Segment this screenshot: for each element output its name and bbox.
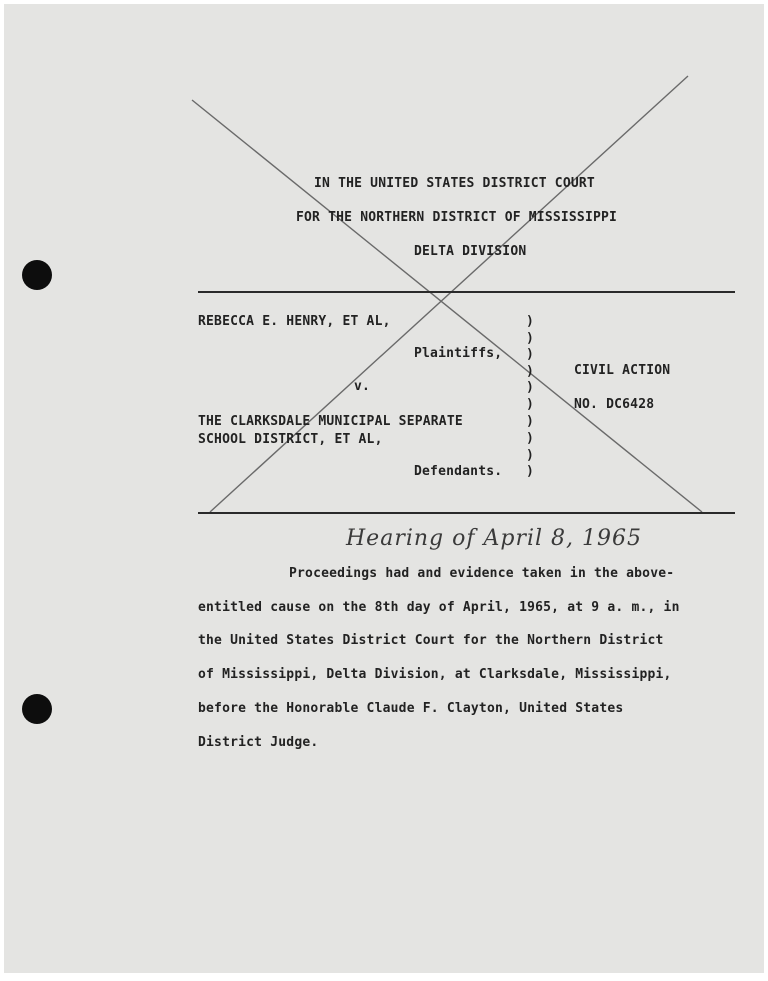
plaintiff-name: REBECCA E. HENRY, ET AL, [198, 314, 391, 329]
punch-hole-bottom [22, 694, 52, 724]
caption-paren: ) [526, 331, 534, 346]
body-line: Proceedings had and evidence taken in the above- [289, 566, 675, 581]
caption-paren: ) [526, 414, 534, 429]
caption-paren: ) [526, 347, 534, 362]
defendants-label: Defendants. [414, 464, 503, 479]
handwritten-annotation: Hearing of April 8, 1965 [346, 526, 643, 551]
body-line: before the Honorable Claude F. Clayton, United States [198, 701, 624, 716]
caption-top-rule [198, 291, 735, 293]
punch-hole-top [22, 260, 52, 290]
body-line: entitled cause on the 8th day of April, 1965, at 9 a. m., in [198, 600, 680, 615]
caption-paren: ) [526, 380, 534, 395]
caption-paren: ) [526, 364, 534, 379]
caption-paren: ) [526, 464, 534, 479]
document-page [4, 4, 764, 973]
caption-paren: ) [526, 448, 534, 463]
court-name-line-1: IN THE UNITED STATES DISTRICT COURT [314, 176, 595, 191]
case-number: NO. DC6428 [574, 397, 655, 412]
caption-bottom-rule [198, 512, 735, 514]
civil-action-label: CIVIL ACTION [574, 363, 671, 378]
defendant-name-line-2: SCHOOL DISTRICT, ET AL, [198, 432, 383, 447]
caption-paren: ) [526, 314, 534, 329]
court-name-line-2: FOR THE NORTHERN DISTRICT OF MISSISSIPPI [296, 210, 618, 225]
caption-paren: ) [526, 431, 534, 446]
court-division: DELTA DIVISION [414, 244, 527, 259]
body-line: the United States District Court for the Northern District [198, 633, 664, 648]
plaintiffs-label: Plaintiffs, [414, 346, 503, 361]
cross-out-mark [4, 4, 764, 973]
defendant-name-line-1: THE CLARKSDALE MUNICIPAL SEPARATE [198, 414, 463, 429]
versus-label: v. [354, 379, 371, 394]
caption-paren: ) [526, 397, 534, 412]
body-line: of Mississippi, Delta Division, at Clarksdale, Mississippi, [198, 667, 672, 682]
cross-stroke-1 [192, 100, 702, 512]
body-line: District Judge. [198, 735, 319, 750]
